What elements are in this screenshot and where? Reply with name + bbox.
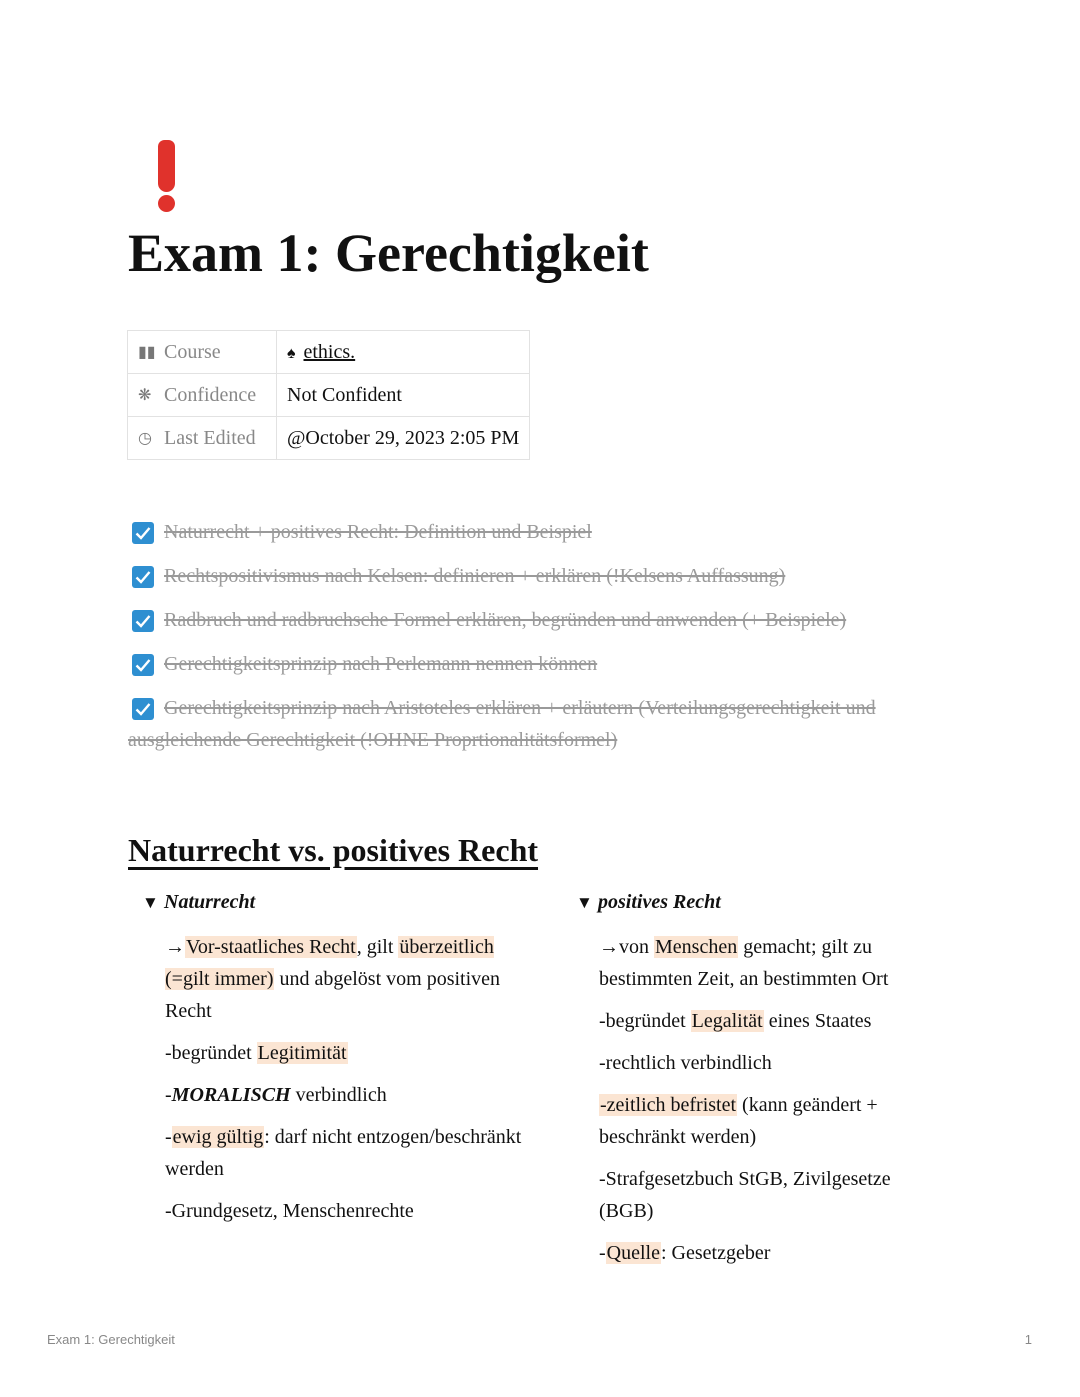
property-row-confidence	[128, 374, 530, 417]
toggle-body	[142, 931, 542, 1227]
spinner-icon: ❋	[138, 386, 152, 404]
paragraph: →von Menschen gemacht; gilt zu bestimmten Zeit, an bestimmten Ort	[599, 936, 889, 990]
footer-page-number: 1	[1024, 1332, 1032, 1347]
toggle-body	[576, 931, 936, 1269]
checkbox[interactable]	[132, 654, 154, 676]
checkbox[interactable]	[132, 610, 154, 632]
positives-recht-toggle[interactable]: ▼ positives Recht	[576, 886, 936, 919]
property-key: Course	[164, 340, 221, 363]
book-icon: ▮▮	[138, 343, 156, 361]
property-row-course	[128, 331, 530, 374]
property-key: Confidence	[164, 383, 257, 406]
course-link[interactable]: ethics.	[303, 340, 356, 363]
paragraph: -Strafgesetzbuch StGB, Zivilgesetze (BGB)	[599, 1168, 891, 1222]
page-title: Exam 1: Gerechtigkeit	[128, 223, 649, 283]
todo-item: Radbruch und radbruchsche Formel erklären, begründen und anwenden (+ Beispiele)	[128, 604, 928, 636]
naturrecht-column	[142, 886, 542, 1237]
checkbox[interactable]	[132, 566, 154, 588]
property-row-last-edited	[128, 417, 530, 460]
paragraph: -rechtlich verbindlich	[599, 1052, 772, 1074]
paragraph: -Quelle: Gesetzgeber	[599, 1242, 771, 1264]
todo-item: Rechtspositivismus nach Kelsen: definieren + erklären (!Kelsens Auffassung)	[128, 560, 928, 592]
todo-item: Gerechtigkeitsprinzip nach Aristoteles erklären + erläutern (Verteilungsgerechtigkeit und ausgleichende Gerechtigkeit (!OHNE Proprtionalitätsformel)	[128, 697, 876, 751]
paragraph: -Grundgesetz, Menschenrechte	[165, 1200, 414, 1222]
property-key: Last Edited	[164, 426, 256, 449]
spade-icon: ♠	[287, 344, 296, 362]
triangle-down-icon[interactable]: ▼	[576, 893, 593, 912]
clock-icon: ◷	[138, 429, 152, 447]
triangle-down-icon[interactable]: ▼	[142, 893, 159, 912]
section-heading: Naturrecht vs. positives Recht	[128, 832, 539, 868]
todo-item: Naturrecht + positives Recht: Definition und Beispiel	[128, 516, 928, 548]
paragraph: -begründet Legalität eines Staates	[599, 1010, 872, 1032]
todo-item: Gerechtigkeitsprinzip nach Perlemann nennen können	[128, 648, 928, 680]
paragraph: -zeitlich befristet (kann geändert + beschränkt werden)	[599, 1094, 878, 1148]
confidence-value[interactable]: Not Confident	[277, 374, 530, 417]
footer-title: Exam 1: Gerechtigkeit	[47, 1332, 175, 1347]
exclamation-icon	[150, 136, 184, 214]
paragraph: -begründet Legitimität	[165, 1042, 347, 1064]
paragraph: -MORALISCH verbindlich	[165, 1084, 387, 1106]
checkbox[interactable]	[132, 698, 154, 720]
paragraph: →Vor-staatliches Recht, gilt überzeitlich (=gilt immer) und abgelöst vom positiven Recht	[165, 936, 501, 1022]
positives-recht-column	[576, 886, 936, 1279]
naturrecht-toggle[interactable]: ▼ Naturrecht	[142, 886, 542, 919]
properties-table	[127, 330, 530, 460]
paragraph: -ewig gültig: darf nicht entzogen/beschränkt werden	[165, 1126, 522, 1180]
todo-list	[128, 516, 928, 768]
last-edited-value: @October 29, 2023 2:05 PM	[277, 417, 530, 460]
checkbox[interactable]	[132, 522, 154, 544]
